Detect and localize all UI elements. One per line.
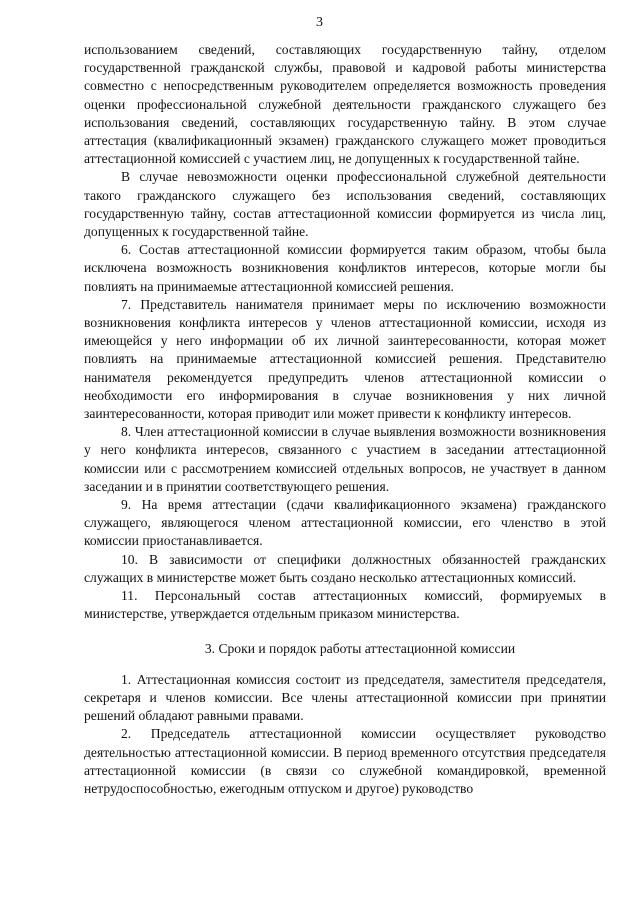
- section-paragraph-1: 1. Аттестационная комиссия состоит из председателя, заместителя председателя, секретаря и членов комиссии. Все члены аттестационной комиссии при принятии решений обладают равными правами.: [84, 671, 606, 724]
- page-number: 3: [316, 15, 323, 30]
- section-paragraph-2: 2. Председатель аттестационной комиссии осуществляет руководство деятельностью аттестационной комиссии. В период временного отсутствия председателя аттестационной комиссии (в связи со служебной командировкой, временной нетрудоспособностью, ежегодным отпуском и другое) руководство: [84, 726, 606, 796]
- paragraph-9: 9. На время аттестации (сдачи квалификационного экзамена) гражданского служащего, являющегося членом аттестационной комиссии, его членство в этой комиссии приостанавливается.: [84, 497, 606, 549]
- paragraph-8: 8. Член аттестационной комиссии в случае выявления возможности возникновения у него конфликта интересов, связанного с участием в заседании аттестационной комиссии или с рассмотрением комиссией отдельных вопросов, не участвует в данном заседании и в принятии соответствующего решения.: [84, 424, 606, 494]
- paragraph-6: 6. Состав аттестационной комиссии формируется таким образом, чтобы была исключена возможность возникновения конфликтов интересов, которые могли бы повлиять на принимаемые аттестационной комиссией решения.: [84, 242, 606, 294]
- document-body: [84, 41, 606, 798]
- paragraph-10: 10. В зависимости от специфики должностных обязанностей гражданских служащих в министерстве может быть создано несколько аттестационных комиссий.: [84, 551, 606, 585]
- paragraph-continuation: использованием сведений, составляющих государственную тайну, отделом государственной гражданской службы, правовой и кадровой работы министерства совместно с непосредственным руководителем определяется возможность проведения оценки профессиональной служебной деятельности гражданского служащего без использования сведений, составляющих государственную тайну. В этом случае аттестация (квалификационный экзамен) гражданского служащего может проводиться аттестационной комиссией с участием лиц, не допущенных к государственной тайне.: [84, 42, 606, 167]
- paragraph-11: 11. Персональный состав аттестационных комиссий, формируемых в министерстве, утверждается отдельным приказом министерства.: [84, 588, 606, 622]
- paragraph-secrecy-case: В случае невозможности оценки профессиональной служебной деятельности такого гражданского служащего без использования сведений, составляющих государственную тайну, состав аттестационной комиссии формируется из числа лиц, допущенных к государственной тайне.: [84, 169, 606, 240]
- section-heading: 3. Сроки и порядок работы аттестационной комиссии: [204, 640, 516, 656]
- paragraph-7: 7. Представитель нанимателя принимает меры по исключению возможности возникновения конфликта интересов у членов аттестационной комиссии, исходя из имеющейся у него информации об их личной заинтересованности, которая может повлиять на принимаемые аттестационной комиссией решения. Представителю нанимателя рекомендуется предупредить членов аттестационной комиссии о необходимости его информирования в случае возникновения у них личной заинтересованности, которая приводит или может привести к конфликту интересов.: [84, 296, 606, 422]
